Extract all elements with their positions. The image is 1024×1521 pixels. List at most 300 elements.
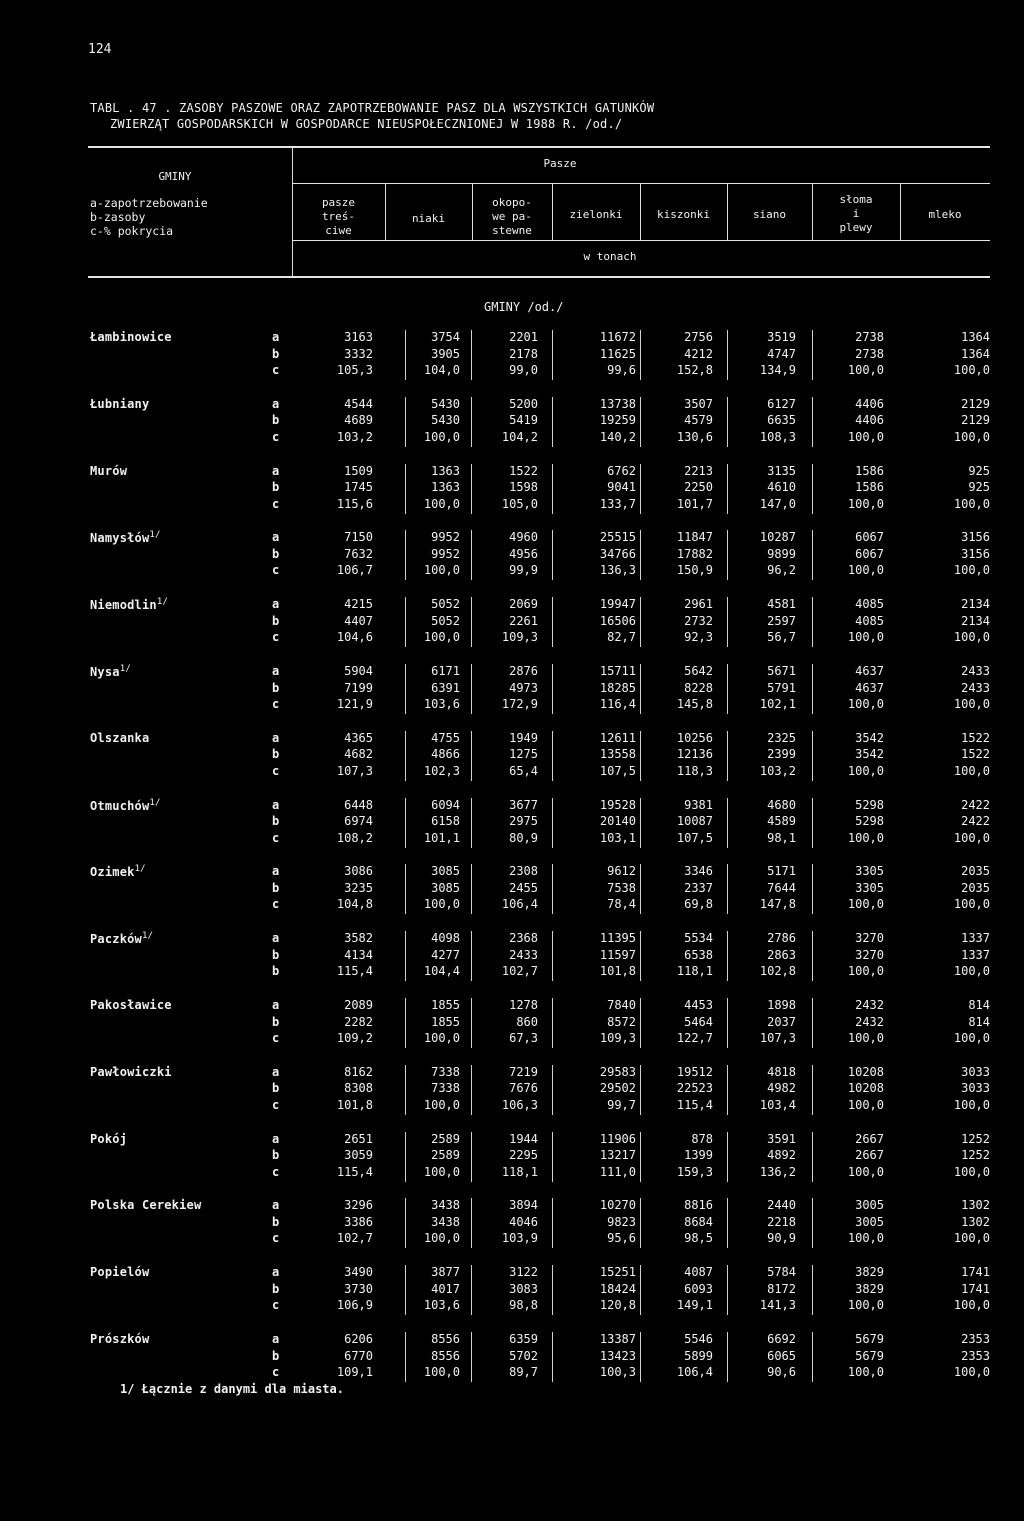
table-cell: 3156: [961, 530, 990, 545]
table-cell: 4017: [431, 1281, 460, 1296]
table-cell: 2651: [344, 1131, 373, 1146]
table-cell: 7676: [509, 1081, 538, 1096]
table-cell: 2213: [684, 463, 713, 478]
table-cell: 1586: [855, 480, 884, 495]
table-cell: 20140: [599, 814, 636, 829]
column-divider: [812, 731, 813, 781]
table-cell: 100,0: [847, 1231, 884, 1246]
table-cell: 19259: [599, 413, 636, 428]
table-cell: 4755: [431, 730, 460, 745]
table-cell: 3163: [344, 330, 373, 344]
table-cell: 2201: [509, 330, 538, 344]
gmina-name: Paczków$^{1/}$: [90, 931, 154, 947]
column-divider: [640, 731, 641, 781]
table-cell: 2455: [509, 880, 538, 895]
table-cell: 3519: [767, 330, 796, 344]
col-header-niaki: niaki: [411, 212, 446, 225]
table-cell: 2129: [961, 413, 990, 428]
table-cell: 100,0: [847, 563, 884, 578]
table-cell: 105,0: [501, 496, 538, 511]
table-cell: 100,0: [847, 830, 884, 845]
table-cell: 1337: [961, 947, 990, 962]
table-cell: 2337: [684, 880, 713, 895]
table-cell: 101,1: [423, 830, 460, 845]
table-cell: 814: [968, 998, 990, 1012]
gmina-name: Polska Cerekiew: [90, 1198, 202, 1213]
table-cell: 4087: [684, 1265, 713, 1280]
table-cell: 99,7: [607, 1097, 636, 1112]
section-label: GMINY /od./: [484, 300, 564, 314]
gmina-name: Namysłów$^{1/}$: [90, 530, 161, 546]
table-cell: 17882: [676, 546, 713, 561]
table-cell: 3582: [344, 931, 373, 946]
table-cell: 108,3: [759, 429, 796, 444]
table-cell: 3591: [767, 1131, 796, 1146]
table-cell: 100,0: [423, 1231, 460, 1246]
table-cell: 136,2: [759, 1164, 796, 1179]
table-cell: 100,0: [423, 563, 460, 578]
table-cell: 4581: [767, 597, 796, 612]
column-divider: [640, 1198, 641, 1248]
row-label: a: [272, 1064, 280, 1079]
table-cell: 6359: [509, 1332, 538, 1346]
table-cell: 56,7: [767, 630, 796, 645]
table-cell: 102,8: [759, 964, 796, 979]
table-cell: 100,0: [847, 1097, 884, 1112]
table-cell: 4085: [855, 597, 884, 612]
table-cell: 3270: [855, 947, 884, 962]
table-cell: 8308: [344, 1081, 373, 1096]
table-cell: 102,7: [501, 964, 538, 979]
table-cell: 6067: [855, 546, 884, 561]
table-cell: 2440: [767, 1198, 796, 1213]
table-cell: 1363: [431, 463, 460, 478]
column-divider: [640, 1132, 641, 1182]
table-cell: 6067: [855, 530, 884, 545]
table-cell: 106,9: [336, 1298, 373, 1313]
table-cell: 2433: [961, 680, 990, 695]
table-cell: 2597: [767, 613, 796, 628]
gmina-name: Pokój: [90, 1131, 128, 1146]
table-cell: 3438: [431, 1214, 460, 1229]
table-cell: 6094: [431, 797, 460, 812]
table-cell: 2089: [344, 998, 373, 1012]
table-cell: 1278: [509, 998, 538, 1012]
table-cell: 2961: [684, 597, 713, 612]
table-cell: 2975: [509, 814, 538, 829]
table-cell: 100,0: [423, 1031, 460, 1045]
table-cell: 9041: [607, 480, 636, 495]
table-cell: 3135: [767, 463, 796, 478]
table-cell: 2422: [961, 814, 990, 829]
column-divider: [812, 530, 813, 580]
row-label: b: [272, 747, 280, 762]
table-cell: 100,0: [423, 1365, 460, 1379]
table-cell: 106,3: [501, 1097, 538, 1112]
table-cell: 100,0: [953, 1031, 990, 1045]
table-cell: 4406: [855, 396, 884, 411]
table-cell: 5430: [431, 413, 460, 428]
gmina-name: Nysa$^{1/}$: [90, 664, 131, 679]
table-cell: 814: [968, 1014, 990, 1029]
table-cell: 65,4: [509, 763, 538, 778]
gmina-name: Łambinowice: [90, 330, 172, 344]
table-cell: 2738: [855, 346, 884, 361]
table-cell: 1252: [961, 1148, 990, 1163]
row-label: a: [272, 463, 280, 478]
table-cell: 2756: [684, 330, 713, 344]
table-cell: 6158: [431, 814, 460, 829]
table-cell: 4892: [767, 1148, 796, 1163]
table-cell: 4453: [684, 998, 713, 1012]
row-label: c: [272, 1298, 280, 1313]
table-cell: 96,2: [767, 563, 796, 578]
table-cell: 106,4: [676, 1365, 713, 1379]
table-cell: 11625: [599, 346, 636, 361]
column-divider: [812, 931, 813, 981]
table-cell: 11395: [599, 931, 636, 946]
column-divider: [640, 798, 641, 848]
table-cell: 4637: [855, 664, 884, 678]
column-divider: [812, 798, 813, 848]
table-cell: 4544: [344, 396, 373, 411]
table-cell: 18285: [599, 680, 636, 695]
table-cell: 3438: [431, 1198, 460, 1213]
row-label: a: [272, 1265, 280, 1280]
table-cell: 147,8: [759, 897, 796, 912]
column-divider: [552, 1065, 553, 1115]
table-cell: 6762: [607, 463, 636, 478]
column-divider: [640, 1332, 641, 1382]
table-cell: 1363: [431, 480, 460, 495]
table-cell: 100,0: [953, 429, 990, 444]
table-cell: 3490: [344, 1265, 373, 1280]
table-cell: 4866: [431, 747, 460, 762]
footnote-marker: 1/: [156, 597, 169, 608]
table-cell: 2218: [767, 1214, 796, 1229]
table-cell: 109,3: [501, 630, 538, 645]
col-header-siano: siano: [752, 208, 787, 221]
table-cell: 102,3: [423, 763, 460, 778]
table-cell: 4407: [344, 613, 373, 628]
table-cell: 1337: [961, 931, 990, 946]
table-cell: 5052: [431, 613, 460, 628]
table-cell: 3305: [855, 880, 884, 895]
table-cell: 11906: [599, 1131, 636, 1146]
col-header-pasze-tresciwe: pasze treś- ciwe: [321, 196, 356, 237]
column-divider: [552, 597, 553, 647]
footnote-marker: 1/: [149, 797, 161, 808]
table-cell: 2134: [961, 597, 990, 612]
table-cell: 2433: [509, 947, 538, 962]
column-divider: [552, 397, 553, 447]
table-cell: 150,9: [676, 563, 713, 578]
table-cell: 2129: [961, 396, 990, 411]
header-top-rule: [88, 146, 990, 148]
row-label: b: [272, 1148, 280, 1163]
table-cell: 10208: [847, 1081, 884, 1096]
table-cell: 1745: [344, 480, 373, 495]
row-label: a: [272, 597, 280, 612]
table-cell: 141,3: [759, 1298, 796, 1313]
table-cell: 11847: [676, 530, 713, 545]
row-label: a: [272, 797, 280, 812]
table-cell: 3086: [344, 864, 373, 879]
column-divider: [812, 1332, 813, 1382]
table-cell: 3005: [855, 1198, 884, 1213]
table-cell: 9823: [607, 1214, 636, 1229]
gmina-name: Pakosławice: [90, 998, 172, 1012]
table-cell: 3542: [855, 730, 884, 745]
table-cell: 100,0: [847, 964, 884, 979]
table-cell: 1949: [509, 730, 538, 745]
column-divider: [640, 931, 641, 981]
table-cell: 15251: [599, 1265, 636, 1280]
table-cell: 106,4: [501, 897, 538, 912]
table-cell: 8684: [684, 1214, 713, 1229]
table-cell: 140,2: [599, 429, 636, 444]
table-cell: 2667: [855, 1148, 884, 1163]
col-header-kiszonki: kiszonki: [657, 208, 710, 221]
table-cell: 7338: [431, 1064, 460, 1079]
table-cell: 4098: [431, 931, 460, 946]
table-cell: 98,1: [767, 830, 796, 845]
row-label: a: [272, 864, 280, 879]
table-cell: 115,4: [336, 964, 373, 979]
row-label: a: [272, 998, 280, 1012]
row-label: c: [272, 897, 280, 912]
footnote: 1/ Łącznie z danymi dla miasta.: [120, 1382, 344, 1396]
column-divider: [640, 864, 641, 914]
table-cell: 4212: [684, 346, 713, 361]
table-cell: 25515: [599, 530, 636, 545]
table-cell: 3905: [431, 346, 460, 361]
gmina-name: Olszanka: [90, 730, 150, 745]
table-cell: 7538: [607, 880, 636, 895]
gmina-name: Niemodlin$^{1/}$: [90, 597, 169, 613]
row-label: c: [272, 429, 280, 444]
table-cell: 4680: [767, 797, 796, 812]
table-cell: 4277: [431, 947, 460, 962]
table-cell: 100,0: [847, 763, 884, 778]
column-divider: [640, 397, 641, 447]
table-cell: 5419: [509, 413, 538, 428]
table-cell: 6093: [684, 1281, 713, 1296]
table-cell: 925: [968, 463, 990, 478]
table-cell: 109,3: [599, 1031, 636, 1045]
table-cell: 102,1: [759, 697, 796, 711]
row-label: b: [272, 680, 280, 695]
table-cell: 2589: [431, 1148, 460, 1163]
table-cell: 136,3: [599, 563, 636, 578]
table-cell: 10208: [847, 1064, 884, 1079]
table-cell: 4365: [344, 730, 373, 745]
table-cell: 18424: [599, 1281, 636, 1296]
column-divider: [812, 464, 813, 514]
table-cell: 6635: [767, 413, 796, 428]
table-cell: 5784: [767, 1265, 796, 1280]
gmina-name: Popielów: [90, 1265, 150, 1280]
table-cell: 5679: [855, 1348, 884, 1363]
table-cell: 100,0: [847, 363, 884, 377]
table-cell: 6448: [344, 797, 373, 812]
table-cell: 19528: [599, 797, 636, 812]
table-cell: 101,7: [676, 496, 713, 511]
table-cell: 100,0: [423, 897, 460, 912]
table-cell: 8228: [684, 680, 713, 695]
column-divider: [552, 330, 553, 380]
table-cell: 3754: [431, 330, 460, 344]
table-cell: 116,4: [599, 697, 636, 711]
column-divider: [640, 464, 641, 514]
header-gminy: GMINY: [158, 170, 192, 183]
table-cell: 2134: [961, 613, 990, 628]
table-title: [90, 100, 654, 132]
col-header-okopowe: okopo- we pa- stewne: [492, 196, 532, 237]
table-cell: 4589: [767, 814, 796, 829]
table-cell: 7840: [607, 998, 636, 1012]
table-cell: 103,2: [336, 429, 373, 444]
table-cell: 104,6: [336, 630, 373, 645]
table-cell: 2069: [509, 597, 538, 612]
table-cell: 3156: [961, 546, 990, 561]
table-cell: 2432: [855, 1014, 884, 1029]
table-cell: 4637: [855, 680, 884, 695]
table-cell: 115,4: [676, 1097, 713, 1112]
table-cell: 7632: [344, 546, 373, 561]
table-cell: 82,7: [607, 630, 636, 645]
table-cell: 1364: [961, 330, 990, 344]
table-cell: 100,0: [953, 363, 990, 377]
gmina-name: Pawłowiczki: [90, 1064, 172, 1079]
table-cell: 1522: [509, 463, 538, 478]
table-cell: 3677: [509, 797, 538, 812]
table-cell: 1586: [855, 463, 884, 478]
table-cell: 2325: [767, 730, 796, 745]
table-cell: 4956: [509, 546, 538, 561]
row-label: b: [272, 1014, 280, 1029]
table-cell: 4747: [767, 346, 796, 361]
table-cell: 1275: [509, 747, 538, 762]
table-cell: 9612: [607, 864, 636, 879]
row-label: b: [272, 1081, 280, 1096]
table-cell: 6171: [431, 664, 460, 678]
table-cell: 4046: [509, 1214, 538, 1229]
row-label: b: [272, 413, 280, 428]
header-pasze: Pasze: [543, 157, 577, 170]
title-line-2: ZWIERZĄT GOSPODARSKICH W GOSPODARCE NIEUSPOŁECZNIONEJ W 1988 R. /od./: [110, 117, 623, 131]
column-divider: [552, 530, 553, 580]
table-cell: 1399: [684, 1148, 713, 1163]
table-cell: 100,0: [423, 630, 460, 645]
row-label: c: [272, 830, 280, 845]
table-cell: 121,9: [336, 697, 373, 711]
table-cell: 67,3: [509, 1031, 538, 1045]
table-cell: 95,6: [607, 1231, 636, 1246]
table-cell: 99,9: [509, 563, 538, 578]
table-cell: 3235: [344, 880, 373, 895]
table-cell: 5546: [684, 1332, 713, 1346]
table-cell: 12136: [676, 747, 713, 762]
table-cell: 100,0: [953, 697, 990, 711]
column-divider: [552, 998, 553, 1048]
table-cell: 2037: [767, 1014, 796, 1029]
table-cell: 104,2: [501, 429, 538, 444]
table-cell: 11672: [599, 330, 636, 344]
row-label: b: [272, 814, 280, 829]
footnote-marker: 1/: [119, 664, 131, 674]
row-label: b: [272, 480, 280, 495]
col-header-sloma-i-plewy: słoma i plewy: [839, 193, 873, 234]
table-cell: 3033: [961, 1064, 990, 1079]
table-cell: 101,8: [599, 964, 636, 979]
table-cell: 34766: [599, 546, 636, 561]
table-cell: 4134: [344, 947, 373, 962]
table-cell: 100,0: [423, 496, 460, 511]
table-cell: 103,6: [423, 1298, 460, 1313]
table-cell: 3305: [855, 864, 884, 879]
column-divider: [552, 1132, 553, 1182]
column-divider: [552, 731, 553, 781]
row-label: a: [272, 1332, 280, 1346]
table-cell: 107,3: [759, 1031, 796, 1045]
column-divider: [552, 864, 553, 914]
table-cell: 860: [516, 1014, 538, 1029]
row-label: c: [272, 1097, 280, 1112]
table-cell: 9899: [767, 546, 796, 561]
table-cell: 1855: [431, 998, 460, 1012]
row-label: b: [272, 346, 280, 361]
column-divider: [552, 798, 553, 848]
table-cell: 4085: [855, 613, 884, 628]
table-cell: 102,7: [336, 1231, 373, 1246]
table-cell: 3085: [431, 880, 460, 895]
gmina-name: Murów: [90, 463, 128, 478]
column-divider: [812, 1198, 813, 1248]
table-cell: 4960: [509, 530, 538, 545]
table-cell: 1509: [344, 463, 373, 478]
table-cell: 104,8: [336, 897, 373, 912]
table-cell: 89,7: [509, 1365, 538, 1379]
col-header-mleko: mleko: [928, 208, 962, 221]
table-cell: 69,8: [684, 897, 713, 912]
table-cell: 109,2: [336, 1031, 373, 1045]
table-cell: 103,1: [599, 830, 636, 845]
row-label: b: [272, 1348, 280, 1363]
row-label: a: [272, 931, 280, 946]
table-cell: 4406: [855, 413, 884, 428]
table-cell: 100,0: [953, 830, 990, 845]
table-cell: 2295: [509, 1148, 538, 1163]
table-cell: 2178: [509, 346, 538, 361]
table-cell: 3386: [344, 1214, 373, 1229]
table-cell: 7219: [509, 1064, 538, 1079]
table-cell: 133,7: [599, 496, 636, 511]
table-cell: 925: [968, 480, 990, 495]
table-cell: 80,9: [509, 830, 538, 845]
table-cell: 4818: [767, 1064, 796, 1079]
table-cell: 9952: [431, 546, 460, 561]
table-cell: 10256: [676, 730, 713, 745]
table-cell: 107,5: [599, 763, 636, 778]
gmina-name: Łubniany: [90, 396, 150, 411]
table-cell: 152,8: [676, 363, 713, 377]
row-label: b: [272, 1214, 280, 1229]
table-cell: 7199: [344, 680, 373, 695]
gmina-name: Ozimek$^{1/}$: [90, 864, 146, 880]
table-cell: 1522: [961, 747, 990, 762]
table-cell: 10087: [676, 814, 713, 829]
